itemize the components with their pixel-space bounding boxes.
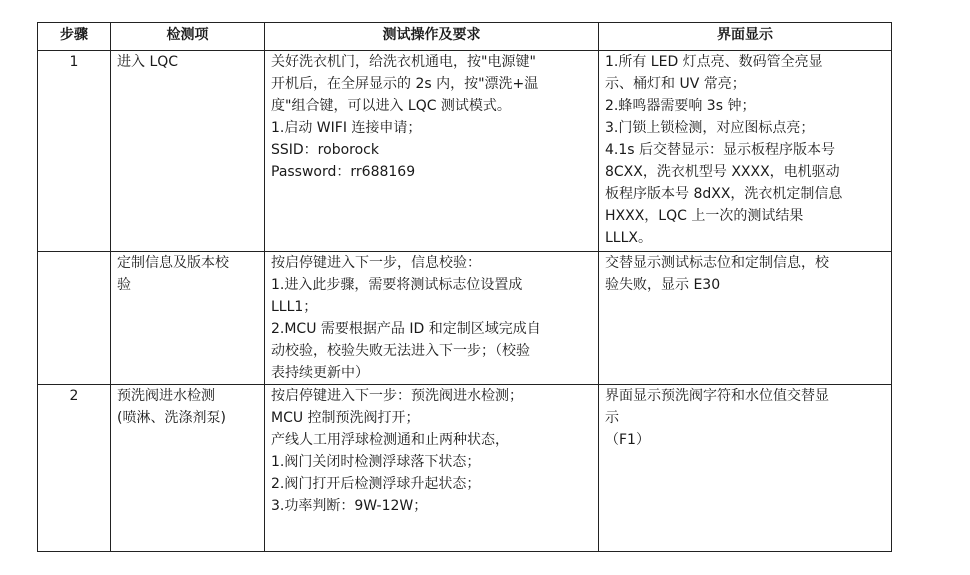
step-number: 2	[38, 385, 111, 552]
text-line: (喷淋、洗涤剂泵)	[117, 410, 226, 426]
text-line: 1.阀门关闭时检测浮球落下状态；	[271, 454, 481, 470]
text-line: 验	[117, 277, 131, 293]
text-line: 3.功率判断：9W-12W；	[271, 498, 428, 514]
text-line: 3.门锁上锁检测，对应图标点亮；	[605, 120, 815, 136]
display-cell	[599, 51, 892, 252]
text-line: 关好洗衣机门，给洗衣机通电，按"电源键"	[271, 54, 536, 70]
text-line: 预洗阀进水检测	[117, 388, 215, 404]
text-line: 动校验，校验失败无法进入下一步；（校验	[271, 343, 530, 359]
text-line: LLLX。	[605, 230, 652, 246]
text-line: Password：rr688169	[271, 164, 416, 180]
text-line: 1.进入此步骤，需要将测试标志位设置成	[271, 277, 523, 293]
table-row	[38, 51, 892, 252]
text-line: 度"组合键，可以进入 LQC 测试模式。	[271, 98, 511, 114]
check-item-cell	[111, 51, 265, 252]
text-line: SSID：roborock	[271, 142, 379, 158]
text-line: 定制信息及版本校	[117, 255, 229, 271]
text-line: （F1）	[605, 432, 650, 448]
text-line: 表持续更新中）	[271, 365, 369, 381]
text-line: LLL1；	[271, 299, 318, 315]
header-check-item: 检测项	[111, 23, 265, 51]
table-row	[38, 252, 892, 385]
text-line: 产线人工用浮球检测通和止两种状态，	[271, 432, 509, 448]
display-cell	[599, 252, 892, 385]
text-line: 板程序版本号 8dXX，洗衣机定制信息	[605, 186, 843, 202]
text-line: 开机后，在全屏显示的 2s 内，按"漂洗+温	[271, 76, 539, 92]
text-line: 2.MCU 需要根据产品 ID 和定制区域完成自	[271, 321, 541, 337]
text-line: 8CXX，洗衣机型号 XXXX，电机驱动	[605, 164, 840, 180]
text-line: 验失败，显示 E30	[605, 277, 721, 293]
text-line: 示	[605, 410, 619, 426]
text-line: MCU 控制预洗阀打开；	[271, 410, 420, 426]
text-line: 进入 LQC	[117, 54, 179, 70]
text-line: 界面显示预洗阀字符和水位值交替显	[605, 388, 829, 404]
text-line: 示、桶灯和 UV 常亮；	[605, 76, 746, 92]
text-line: 2.阀门打开后检测浮球升起状态；	[271, 476, 481, 492]
display-cell	[599, 385, 892, 552]
operation-cell	[265, 252, 599, 385]
header-display: 界面显示	[599, 23, 892, 51]
check-item-cell	[111, 252, 265, 385]
operation-cell	[265, 51, 599, 252]
step-number: 1	[38, 51, 111, 252]
test-procedure-table	[37, 22, 892, 552]
text-line: 1.所有 LED 灯点亮、数码管全亮显	[605, 54, 823, 70]
text-line: HXXX，LQC 上一次的测试结果	[605, 208, 804, 224]
text-line: 按启停键进入下一步，信息校验：	[271, 255, 481, 271]
text-line: 按启停键进入下一步：预洗阀进水检测；	[271, 388, 523, 404]
text-line: 2.蜂鸣器需要响 3s 钟；	[605, 98, 756, 114]
table-row	[38, 385, 892, 552]
header-step: 步骤	[38, 23, 111, 51]
check-item-cell	[111, 385, 265, 552]
header-operation: 测试操作及要求	[265, 23, 599, 51]
step-number	[38, 252, 111, 385]
text-line: 4.1s 后交替显示：显示板程序版本号	[605, 142, 836, 158]
table-header-row	[38, 23, 892, 51]
text-line: 交替显示测试标志位和定制信息，校	[605, 255, 829, 271]
text-line: 1.启动 WIFI 连接申请；	[271, 120, 422, 136]
operation-cell	[265, 385, 599, 552]
